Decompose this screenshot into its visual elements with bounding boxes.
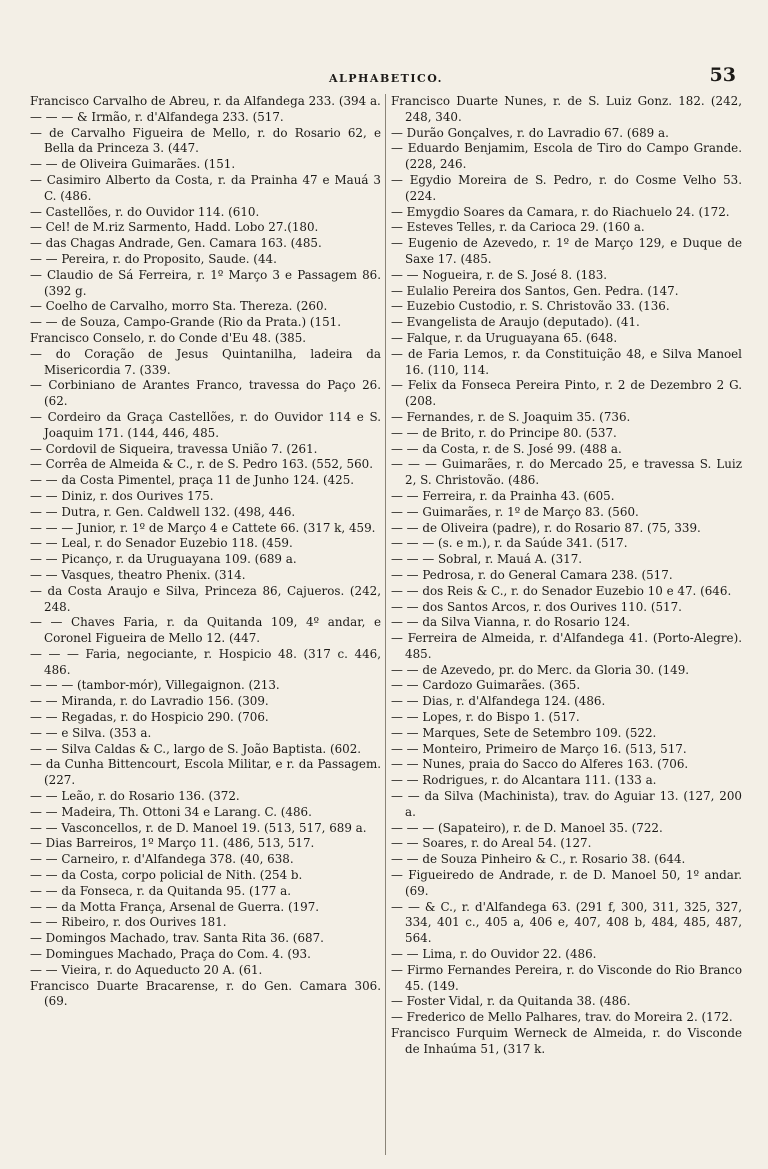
- directory-entry: — — Rodrigues, r. do Alcantara 111. (133 a.: [391, 773, 657, 788]
- directory-entry: — — Vieira, r. do Aqueducto 20 A. (61.: [30, 962, 263, 977]
- directory-entry: — — Pedrosa, r. do General Camara 238. (517.: [391, 567, 673, 582]
- directory-entry: — de Faria Lemos, r. da Constituição 48, e Silva Manoel 16. (110, 114.: [391, 346, 742, 377]
- directory-entry: — Corbiniano de Arantes Franco, travessa do Paço 26. (62.: [30, 378, 381, 409]
- directory-entry: — — da Costa, corpo policial de Nith. (254 b.: [30, 868, 303, 883]
- directory-entry: — — Guimarães, r. 1º de Março 83. (560.: [391, 504, 639, 519]
- directory-entry: — — Nunes, praia do Sacco do Alferes 163. (706.: [391, 757, 689, 772]
- directory-entry: — — — Guimarães, r. do Mercado 25, e travessa S. Luiz 2, S. Christovão. (486.: [391, 457, 742, 488]
- directory-entry: — — de Azevedo, pr. do Merc. da Gloria 30. (149.: [391, 662, 690, 677]
- directory-entry: — Casimiro Alberto da Costa, r. da Prainha 47 e Mauá 3 C. (486.: [30, 172, 381, 203]
- directory-entry: — — Dutra, r. Gen. Caldwell 132. (498, 446.: [30, 504, 296, 519]
- directory-entry: Francisco Carvalho de Abreu, r. da Alfandega 233. (394 a.: [30, 94, 381, 108]
- directory-entry: — — & C., r. d'Alfandega 63. (291 f, 300, 311, 325, 327, 334, 401 c., 405 a, 406 e, 407, 408 b, 484, 485, 487, 564.: [391, 899, 742, 946]
- directory-entry: — — da Costa Pimentel, praça 11 de Junho 124. (425.: [30, 473, 355, 488]
- directory-entry: — — — (Sapateiro), r. de D. Manoel 35. (722.: [391, 820, 663, 835]
- directory-entry: — Evangelista de Araujo (deputado). (41.: [391, 315, 640, 330]
- directory-entry: — Ferreira de Almeida, r. d'Alfandega 41. (Porto-Alegre). 485.: [391, 631, 742, 661]
- directory-entry: — Figueiredo de Andrade, r. de D. Manoel 50, 1º andar. (69.: [391, 868, 742, 898]
- directory-entry: — — dos Santos Arcos, r. dos Ourives 110. (517.: [391, 599, 682, 614]
- directory-entry: Francisco Duarte Nunes, r. de S. Luiz Gonz. 182. (242, 248, 340.: [391, 94, 742, 124]
- directory-entry: — — Pereira, r. do Proposito, Saude. (44.: [30, 251, 277, 266]
- directory-entry: — — Silva Caldas & C., largo de S. João Baptista. (602.: [30, 741, 362, 756]
- left-column: [30, 94, 386, 1155]
- directory-entry: — Castellões, r. do Ouvidor 114. (610.: [30, 204, 260, 219]
- directory-entry: — — Diniz, r. dos Ourives 175.: [30, 488, 214, 503]
- directory-entry: — Domingos Machado, trav. Santa Rita 36. (687.: [30, 931, 324, 946]
- directory-entry: — — Madeira, Th. Ottoni 34 e Larang. C. (486.: [30, 804, 312, 819]
- directory-entry: — — Miranda, r. do Lavradio 156. (309.: [30, 694, 269, 709]
- directory-entry: — — Cardozo Guimarães. (365.: [391, 678, 581, 693]
- directory-entry: — — Leão, r. do Rosario 136. (372.: [30, 789, 240, 804]
- directory-entry: Francisco Furquim Werneck de Almeida, r. do Visconde de Inhaúma 51, (317 k.: [391, 1026, 742, 1056]
- directory-entry: — — de Oliveira Guimarães. (151.: [30, 157, 236, 172]
- directory-entry: — Eduardo Benjamim, Escola de Tiro do Campo Grande. (228, 246.: [391, 141, 742, 172]
- directory-entry: — — Regadas, r. do Hospicio 290. (706.: [30, 710, 269, 725]
- directory-entry: — Emygdio Soares da Camara, r. do Riachuelo 24. (172.: [391, 204, 730, 219]
- directory-entry: — — da Silva Vianna, r. do Rosario 124.: [391, 615, 631, 630]
- directory-entry: — Claudio de Sá Ferreira, r. 1º Março 3 e Passagem 86. (392 g.: [30, 267, 381, 298]
- directory-entry: — Cordovil de Siqueira, travessa União 7. (261.: [30, 441, 318, 456]
- directory-entry: — Durão Gonçalves, r. do Lavradio 67. (689 a.: [391, 125, 669, 140]
- directory-entry: — — Monteiro, Primeiro de Março 16. (513, 517.: [391, 741, 687, 756]
- directory-entry: Francisco Conselo, r. do Conde d'Eu 48. (385.: [30, 330, 307, 345]
- directory-columns: [30, 94, 742, 1155]
- directory-entry: — Cel! de M.riz Sarmento, Hadd. Lobo 27.(180.: [30, 220, 319, 235]
- directory-entry: Francisco Duarte Bracarense, r. do Gen. Camara 306. (69.: [30, 978, 381, 1009]
- directory-entry: — da Cunha Bittencourt, Escola Militar, e r. da Passagem. (227.: [30, 757, 381, 788]
- directory-entry: — — Soares, r. do Areal 54. (127.: [391, 836, 592, 851]
- running-title: ALPHABETICO.: [328, 72, 443, 85]
- directory-entry: — — da Costa, r. de S. José 99. (488 a.: [391, 441, 622, 456]
- directory-entry: — — — (tambor-mór), Villegaignon. (213.: [30, 678, 280, 693]
- directory-entry: — — — Sobral, r. Mauá A. (317.: [391, 552, 583, 567]
- directory-entry: — — Dias, r. d'Alfandega 124. (486.: [391, 694, 606, 709]
- directory-entry: — — Lima, r. do Ouvidor 22. (486.: [391, 947, 597, 962]
- directory-entry: — Egydio Moreira de S. Pedro, r. do Cosme Velho 53. (224.: [391, 172, 742, 203]
- directory-entry: — do Coração de Jesus Quintanilha, ladeira da Misericordia 7. (339.: [30, 346, 381, 377]
- directory-entry: — — Vasques, theatro Phenix. (314.: [30, 567, 246, 582]
- directory-entry: — — da Fonseca, r. da Quitanda 95. (177 a.: [30, 883, 291, 898]
- directory-entry: — Falque, r. da Uruguayana 65. (648.: [391, 330, 618, 345]
- directory-entry: — Domingues Machado, Praça do Com. 4. (93.: [30, 947, 311, 962]
- directory-entry: — — de Brito, r. do Principe 80. (537.: [391, 425, 617, 440]
- page-header: [30, 64, 742, 92]
- directory-entry: — — — Junior, r. 1º de Março 4 e Cattete 66. (317 k, 459.: [30, 520, 376, 535]
- directory-entry: — — da Silva (Machinista), trav. do Aguiar 13. (127, 200 a.: [391, 789, 742, 819]
- directory-entry: — — Carneiro, r. d'Alfandega 378. (40, 638.: [30, 852, 294, 867]
- directory-entry: — — Ferreira, r. da Prainha 43. (605.: [391, 488, 615, 503]
- directory-entry: — Eugenio de Azevedo, r. 1º de Março 129, e Duque de Saxe 17. (485.: [391, 236, 742, 266]
- directory-entry: — Corrêa de Almeida & C., r. de S. Pedro 163. (552, 560.: [30, 457, 373, 472]
- directory-entry: — — de Souza Pinheiro & C., r. Rosario 38. (644.: [391, 852, 686, 867]
- directory-entry: — — — (s. e m.), r. da Saúde 341. (517.: [391, 536, 628, 551]
- directory-entry: — de Carvalho Figueira de Mello, r. do Rosario 62, e Bella da Princeza 3. (447.: [30, 125, 381, 156]
- directory-entry: — — de Oliveira (padre), r. do Rosario 87. (75, 339.: [391, 520, 701, 535]
- directory-entry: — — dos Reis & C., r. do Senador Euzebio 10 e 47. (646.: [391, 583, 732, 598]
- directory-entry: — Firmo Fernandes Pereira, r. do Visconde do Rio Branco 45. (149.: [391, 962, 742, 993]
- directory-entry: — — e Silva. (353 a.: [30, 725, 152, 740]
- directory-entry: — Dias Barreiros, 1º Março 11. (486, 513, 517.: [30, 836, 315, 851]
- directory-entry: — Fernandes, r. de S. Joaquim 35. (736.: [391, 409, 631, 424]
- directory-entry: — — Picanço, r. da Uruguayana 109. (689 a.: [30, 552, 297, 567]
- directory-entry: — Felix da Fonseca Pereira Pinto, r. 2 de Dezembro 2 G. (208.: [391, 378, 742, 409]
- directory-entry: — Cordeiro da Graça Castellões, r. do Ouvidor 114 e S. Joaquim 171. (144, 446, 485.: [30, 409, 381, 440]
- page-number: 53: [709, 64, 736, 86]
- directory-entry: — — Lopes, r. do Bispo 1. (517.: [391, 710, 580, 725]
- directory-entry: — — Marques, Sete de Setembro 109. (522.: [391, 725, 657, 740]
- directory-entry: — — da Motta França, Arsenal de Guerra. (197.: [30, 899, 320, 914]
- directory-entry: — — Chaves Faria, r. da Quitanda 109, 4º andar, e Coronel Figueira de Mello 12. (447.: [30, 615, 381, 646]
- directory-entry: — — Leal, r. do Senador Euzebio 118. (459.: [30, 536, 293, 551]
- directory-entry: — — Vasconcellos, r. de D. Manoel 19. (513, 517, 689 a.: [30, 820, 367, 835]
- directory-entry: — — Ribeiro, r. dos Ourives 181.: [30, 915, 227, 930]
- directory-entry: — — — Faria, negociante, r. Hospicio 48. (317 c. 446, 486.: [30, 646, 381, 677]
- directory-entry: — Euzebio Custodio, r. S. Christovão 33. (136.: [391, 299, 670, 314]
- directory-entry: — — — & Irmão, r. d'Alfandega 233. (517.: [30, 109, 284, 124]
- directory-entry: — Coelho de Carvalho, morro Sta. Thereza. (260.: [30, 299, 328, 314]
- directory-entry: — — Nogueira, r. de S. José 8. (183.: [391, 267, 608, 282]
- directory-entry: — — de Souza, Campo-Grande (Rio da Prata.) (151.: [30, 315, 342, 330]
- directory-entry: — Frederico de Mello Palhares, trav. do Moreira 2. (172.: [391, 1010, 733, 1025]
- directory-entry: — das Chagas Andrade, Gen. Camara 163. (485.: [30, 236, 322, 251]
- directory-entry: — Esteves Telles, r. da Carioca 29. (160 a.: [391, 220, 645, 235]
- directory-entry: — da Costa Araujo e Silva, Princeza 86, Cajueros. (242, 248.: [30, 583, 381, 614]
- directory-entry: — Foster Vidal, r. da Quitanda 38. (486.: [391, 994, 631, 1009]
- directory-entry: — Eulalio Pereira dos Santos, Gen. Pedra. (147.: [391, 283, 679, 298]
- right-column: [386, 94, 742, 1155]
